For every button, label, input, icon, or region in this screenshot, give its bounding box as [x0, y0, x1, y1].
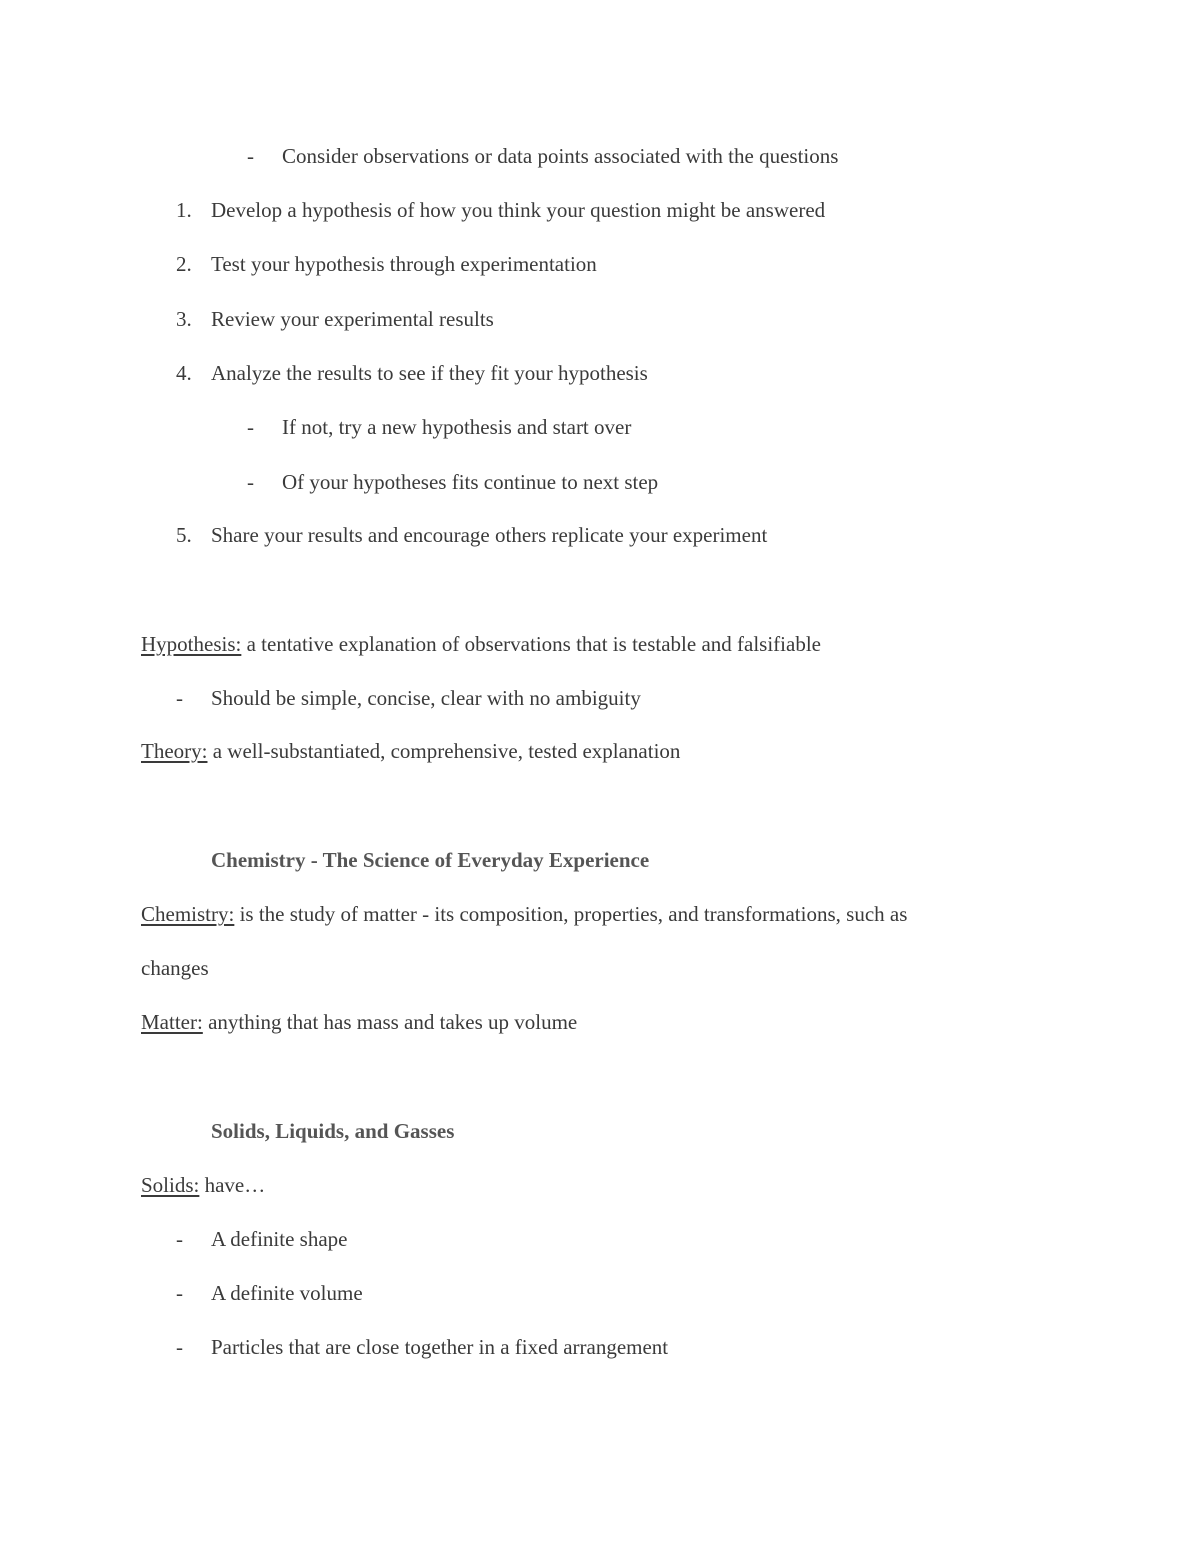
step-number: 4.: [176, 361, 192, 385]
section-heading: Chemistry - The Science of Everyday Experience: [211, 848, 650, 872]
theory-term: Theory:: [141, 739, 208, 763]
bullet-text: Consider observations or data points associated with the questions: [282, 144, 839, 168]
step-text: Develop a hypothesis of how you think your question might be answered: [211, 198, 826, 222]
hypothesis-text: a tentative explanation of observations that is testable and falsifiable: [241, 632, 821, 656]
step-number: 1.: [176, 198, 192, 222]
solids-definition: [141, 1172, 265, 1198]
matter-term: Matter:: [141, 1010, 203, 1034]
bullet-text: Particles that are close together in a fixed arrangement: [211, 1335, 669, 1359]
theory-text: a well-substantiated, comprehensive, tested explanation: [207, 739, 681, 763]
step-text: Review your experimental results: [211, 307, 494, 331]
chemistry-text-continued: changes: [141, 956, 209, 980]
bullet-marker: -: [247, 470, 254, 494]
bullet-text: A definite shape: [211, 1227, 348, 1251]
chemistry-definition: [141, 901, 907, 927]
bullet-marker: -: [176, 1281, 183, 1305]
matter-text: anything that has mass and takes up volume: [202, 1010, 578, 1034]
bullet-marker: -: [176, 1335, 183, 1359]
bullet-text: Should be simple, concise, clear with no ambiguity: [211, 686, 641, 710]
solids-term: Solids:: [141, 1173, 200, 1197]
step-text: Analyze the results to see if they fit your hypothesis: [211, 361, 648, 385]
hypothesis-term: Hypothesis:: [141, 632, 242, 656]
bullet-marker: -: [176, 1227, 183, 1251]
step-text: Test your hypothesis through experimentation: [211, 252, 597, 276]
bullet-text: Of your hypotheses fits continue to next step: [282, 470, 659, 494]
hypothesis-definition: [141, 631, 821, 657]
solids-text: have…: [199, 1173, 266, 1197]
bullet-text: A definite volume: [211, 1281, 363, 1305]
chemistry-text: is the study of matter - its composition, properties, and transformations, such as: [234, 902, 908, 926]
step-number: 2.: [176, 252, 192, 276]
bullet-text: If not, try a new hypothesis and start over: [282, 415, 632, 439]
step-text: Share your results and encourage others replicate your experiment: [211, 523, 768, 547]
theory-definition: [141, 738, 680, 764]
bullet-marker: -: [247, 415, 254, 439]
bullet-marker: -: [247, 144, 254, 168]
step-number: 3.: [176, 307, 192, 331]
step-number: 5.: [176, 523, 192, 547]
bullet-marker: -: [176, 686, 183, 710]
section-heading: Solids, Liquids, and Gasses: [211, 1119, 455, 1143]
chemistry-term: Chemistry:: [141, 902, 235, 926]
matter-definition: [141, 1009, 577, 1035]
